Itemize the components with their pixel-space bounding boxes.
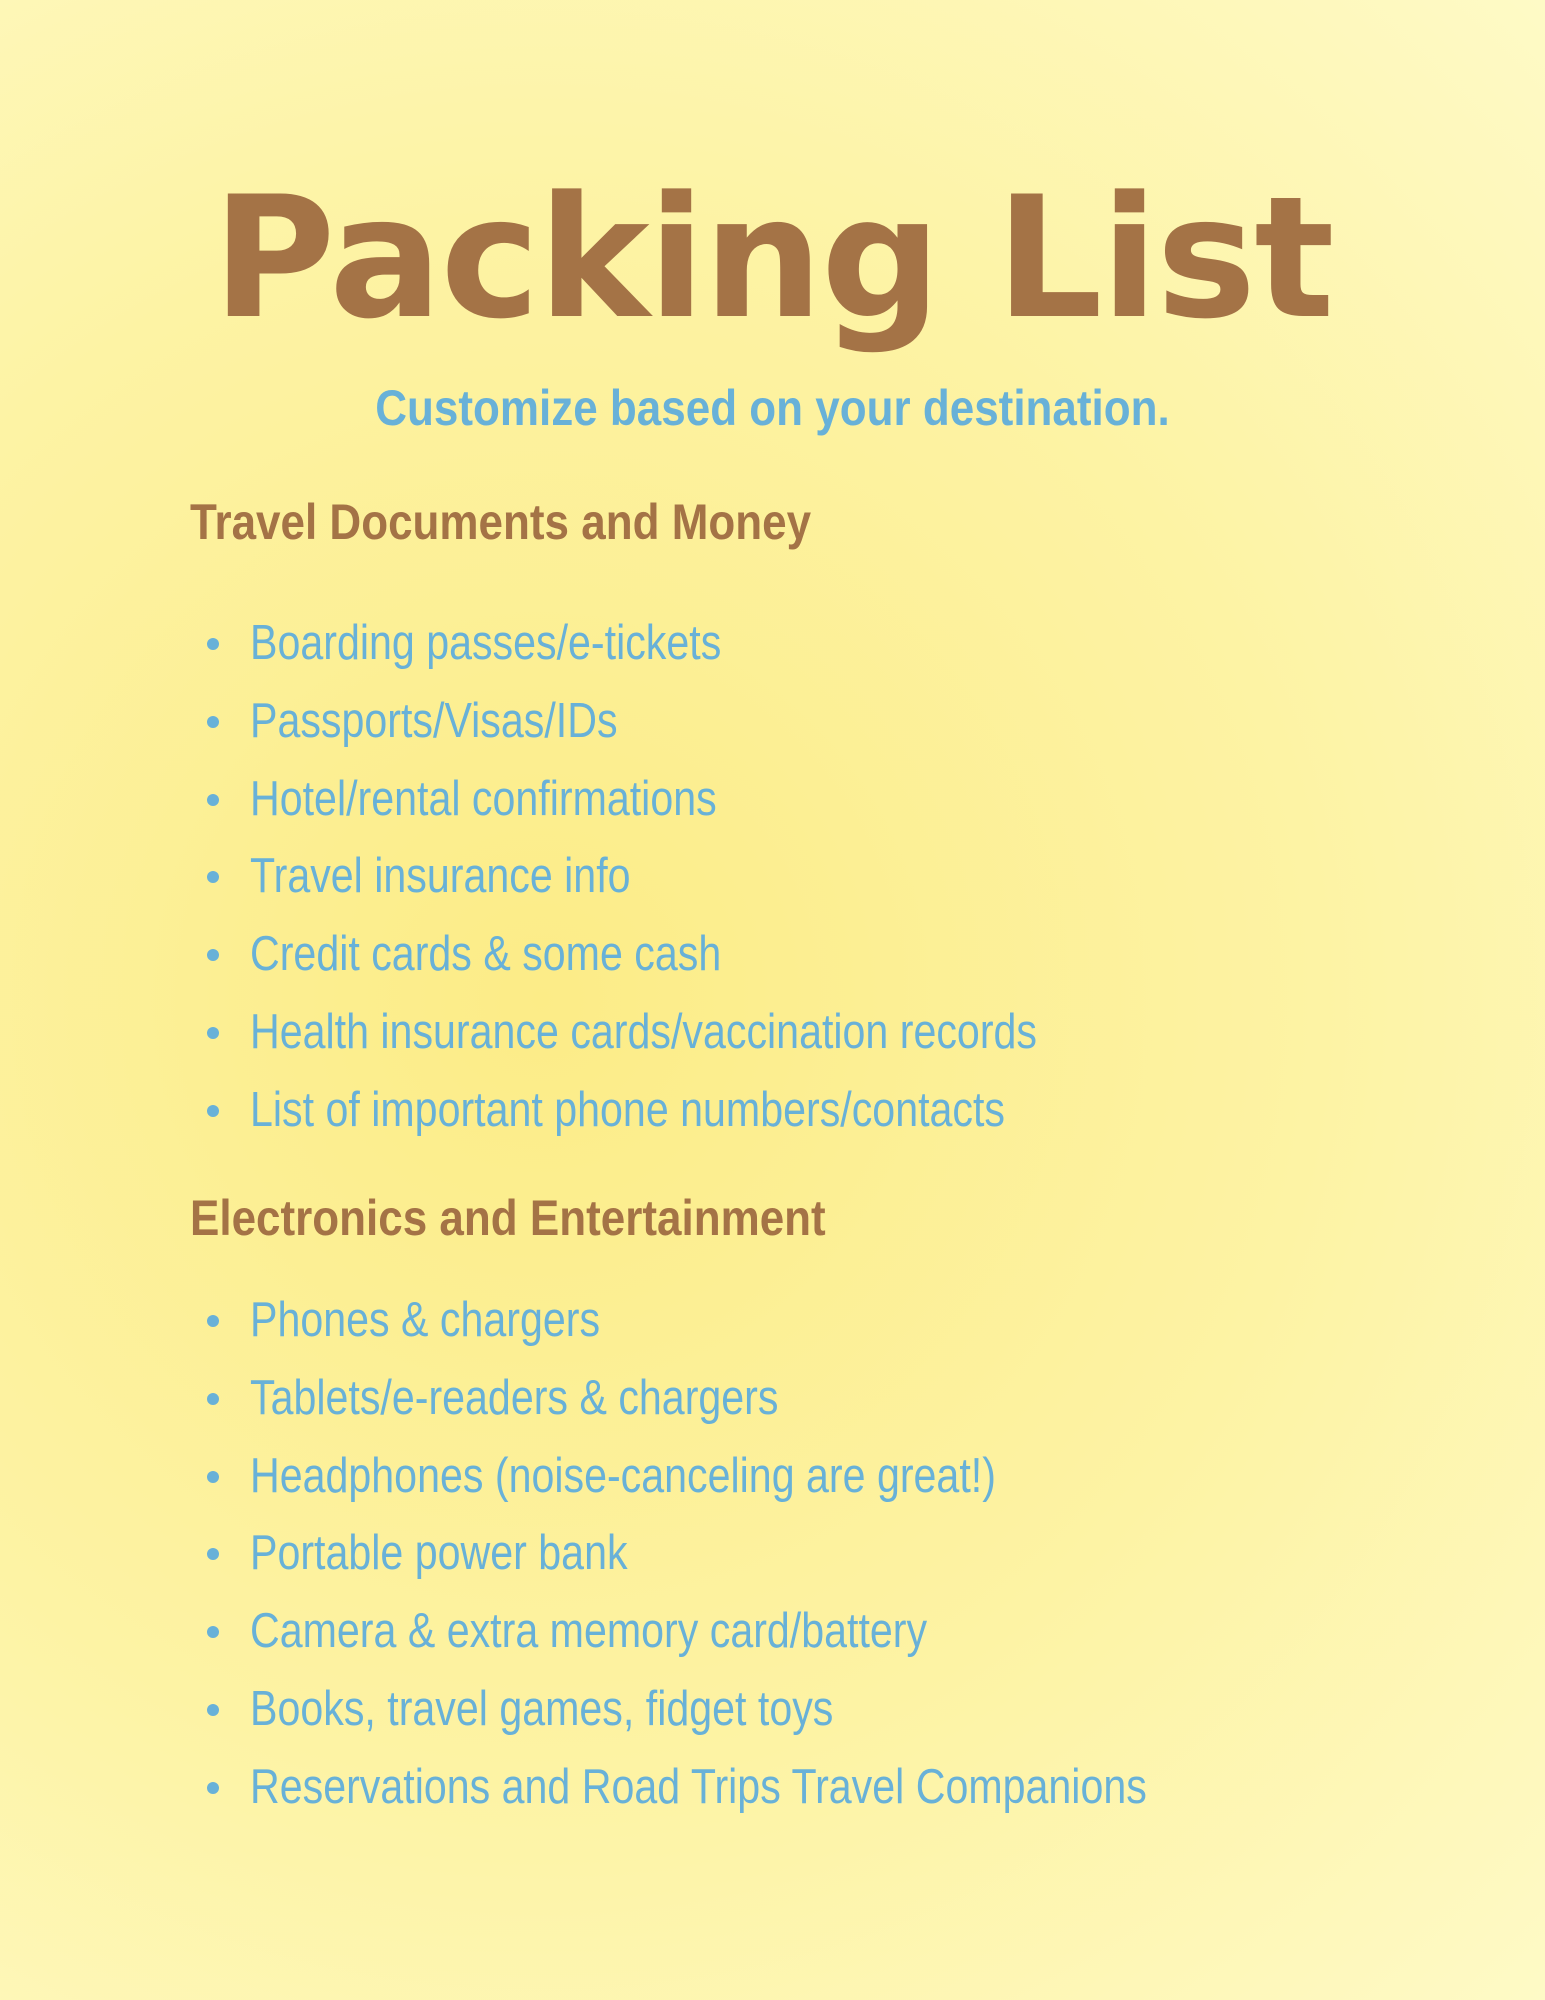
list-item [190,1593,1390,1671]
bullet-icon [207,1626,219,1638]
list-item-label: Reservations and Road Trips Travel Companions [250,1759,1147,1814]
bullet-icon [207,1548,219,1560]
bullet-icon [207,1027,219,1039]
list-item [190,1749,1390,1827]
list-item-label: Passports/Visas/IDs [250,693,618,748]
list-item [190,761,1390,839]
item-list [190,1282,1390,1827]
list-item [190,1282,1390,1360]
list-item [190,916,1390,994]
bullet-icon [207,1704,219,1716]
list-item-label: Credit cards & some cash [250,927,722,982]
bullet-icon [207,949,219,961]
list-item [190,1072,1390,1150]
bullet-icon [207,638,219,650]
bullet-icon [207,1393,219,1405]
list-item [190,605,1390,683]
list-item-label: Hotel/rental confirmations [250,771,717,826]
list-item-label: Boarding passes/e-tickets [250,616,722,670]
list-item-label: Portable power bank [250,1526,628,1581]
list-item-label: Headphones (noise-canceling are great!) [250,1448,996,1503]
bullet-icon [207,716,219,728]
list-item-label: Health insurance cards/vaccination records [250,1004,1038,1059]
list-item [190,1360,1390,1438]
list-item-label: Tablets/e-readers & chargers [250,1370,779,1425]
bullet-icon [207,1782,219,1794]
list-item [190,1671,1390,1749]
list-item-label: Phones & chargers [250,1293,601,1347]
section-electronics [190,1183,1390,1827]
list-item [190,1515,1390,1593]
page-subtitle: Customize based on your destination. [375,380,1170,436]
list-item [190,838,1390,916]
page-title: Packing List [212,160,1333,356]
section-travel-documents [190,487,1390,1150]
list-item-label: Books, travel games, fidget toys [250,1681,834,1736]
bullet-icon [207,1471,219,1483]
item-list [190,605,1390,1150]
bullet-icon [207,1315,219,1327]
list-item-label: List of important phone numbers/contacts [250,1082,1006,1137]
bullet-icon [207,1105,219,1117]
list-item [190,994,1390,1072]
bullet-icon [207,794,219,806]
list-item [190,1438,1390,1516]
section-heading: Travel Documents and Money [190,494,812,550]
list-item-label: Camera & extra memory card/battery [250,1604,928,1659]
section-heading: Electronics and Entertainment [190,1190,826,1246]
list-item [190,683,1390,761]
list-item-label: Travel insurance info [250,849,631,904]
bullet-icon [207,871,219,883]
